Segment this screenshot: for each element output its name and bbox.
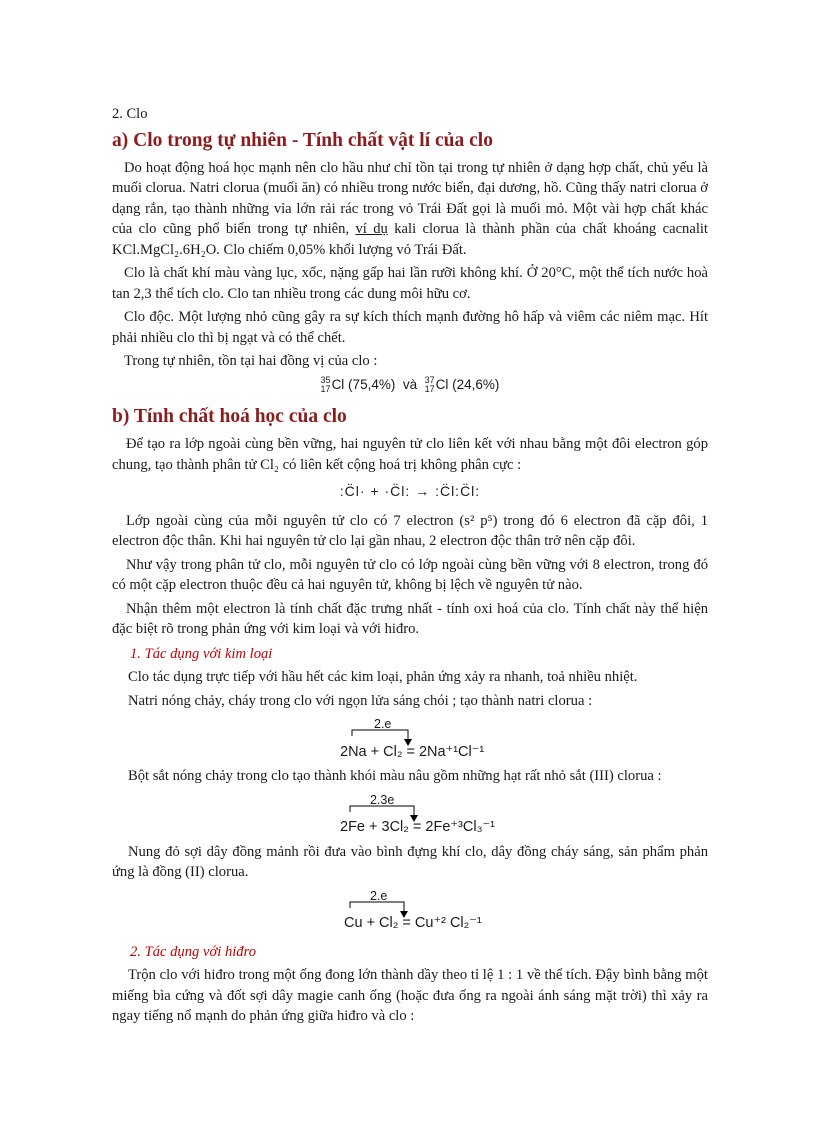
isotope-joiner: và	[402, 376, 418, 392]
paragraph-a1	[112, 158, 708, 261]
paragraph-b4: Nhận thêm một electron là tính chất đặc trưng nhất - tính oxi hoá của clo. Tính chất này thể hiện đặc biệt rõ trong phản ứng với kim loại và với hiđro.	[112, 600, 708, 637]
isotope-2-mass: 37	[424, 374, 435, 385]
heading-a: a) Clo trong tự nhiên - Tính chất vật lí của clo	[112, 129, 493, 151]
equation-3-electrons: 2.e	[370, 888, 388, 903]
paragraph-metals-1: Clo tác dụng trực tiếp với hầu hết các kim loại, phản ứng xảy ra nhanh, toả nhiều nhiệt.	[128, 669, 638, 685]
equation-2-electrons: 2.3e	[370, 792, 395, 807]
paragraph-a1-pre: Do hoạt động hoá học mạnh nên clo hầu như chỉ tồn tại trong tự nhiên ở dạng hợp chất, chủ yếu là muối clorua. Natri clorua (muối ăn) có nhiều trong nước biển, đại dương, hồ. Cũng thấy natri clorua ở dạng rắn, tạo thành những vỉa lớn rải rác trong vỏ Trái Đất gọi là muối mỏ. Một vài hợp chất khác của clo cũng phổ biến trong tự nhiên,	[112, 159, 708, 237]
isotope-2-numbers	[425, 376, 435, 394]
lewis-structure-formula: :C̈l· + ·C̈l: → :C̈l:C̈l:	[339, 483, 481, 499]
paragraph-a3: Clo độc. Một lượng nhỏ cũng gây ra sự kích thích mạnh đường hô hấp và viêm các niêm mạc. Hít phải nhiều clo thì bị ngạt và có thể chết.	[112, 309, 708, 346]
equation-1-text: 2Na + Cl₂ = 2Na⁺¹Cl⁻¹	[340, 743, 485, 760]
isotope-2-atomic-number: 17	[424, 383, 435, 394]
isotope-1-atomic-number: 17	[320, 383, 331, 394]
heading-b: b) Tính chất hoá học của clo	[112, 406, 347, 427]
equation-1-electrons: 2.e	[374, 717, 392, 731]
isotope-notation	[112, 375, 708, 396]
paragraph-b1: Để tạo ra lớp ngoài cùng bền vững, hai nguyên tử clo liên kết với nhau bằng một đôi electron góp chung, tạo thành phân tử Cl₂ có liên kết cộng hoá trị không phân cực :	[112, 436, 708, 473]
equation-2-text: 2Fe + 3Cl₂ = 2Fe⁺³Cl₃⁻¹	[340, 819, 495, 835]
subheading-hydrogen: 2. Tác dụng với hiđro	[130, 943, 257, 960]
isotope-2-label: Cl (24,6%)	[435, 376, 500, 392]
equation-sodium	[112, 714, 708, 766]
section-number: 2. Clo	[112, 106, 148, 122]
paragraph-metals-4: Nung đỏ sợi dây đồng mảnh rồi đưa vào bình đựng khí clo, dây đồng cháy sáng, sản phẩm phản ứng là đồng (II) clorua.	[112, 843, 708, 880]
paragraph-a1-post: kali clorua là thành phần của chất khoáng cacnalit KCl.MgCl₂.6H₂O. Clo chiếm 0,05% khối lượng vỏ Trái Đất.	[112, 221, 708, 258]
paragraph-b2: Lớp ngoài cùng của mỗi nguyên tử clo có 7 electron (s² p⁵) trong đó 6 electron đã cặp đôi, 1 electron độc thân. Khi hai nguyên tử clo lại gần nhau, 2 electron độc thân trở nên cặp đôi.	[112, 512, 708, 549]
paragraph-metals-3: Bột sắt nóng chảy trong clo tạo thành khói màu nâu gồm những hạt rất nhỏ sắt (III) clorua :	[128, 768, 662, 784]
paragraph-hydrogen-1: Trộn clo với hiđro trong một ống đong lớn thành dầy theo tỉ lệ 1 : 1 về thể tích. Đậy bình bằng một miếng bìa cứng và đốt sợi dây magie canh ống (hoặc đưa ống ra ngoài ánh sáng mặt trời) thì xảy ra ngay tiếng nổ mạnh do phản ứng giữa hiđro và clo :	[112, 967, 708, 1024]
paragraph-a4: Trong tự nhiên, tồn tại hai đồng vị của clo :	[124, 353, 378, 369]
subheading-metals: 1. Tác dụng với kim loại	[130, 645, 273, 662]
isotope-1-label: Cl (75,4%)	[331, 376, 396, 392]
equation-iron	[112, 790, 708, 842]
document-page	[112, 104, 708, 1030]
equation-3-text: Cu + Cl₂ = Cu⁺² Cl₂⁻¹	[344, 915, 482, 931]
paragraph-b3: Như vậy trong phân tử clo, mỗi nguyên tử clo có lớp ngoài cùng bền vững với 8 electron, trong đó có một cặp electron thuộc đều cả hai nguyên tử, không bị lệch về nguyên tử nào.	[112, 556, 708, 593]
example-link-text: ví dụ	[355, 221, 388, 237]
paragraph-metals-2: Natri nóng chảy, cháy trong clo với ngọn lửa sáng chói ; tạo thành natri clorua :	[128, 692, 593, 709]
equation-copper	[112, 886, 708, 938]
isotope-1-mass: 35	[320, 374, 331, 385]
isotope-1-numbers	[321, 376, 331, 394]
paragraph-a2: Clo là chất khí màu vàng lục, xốc, nặng gấp hai lần rưỡi không khí. Ở 20°C, một thể tích nước hoà tan 2,3 thể tích clo. Clo tan nhiều trong các dung môi hữu cơ.	[112, 265, 708, 302]
